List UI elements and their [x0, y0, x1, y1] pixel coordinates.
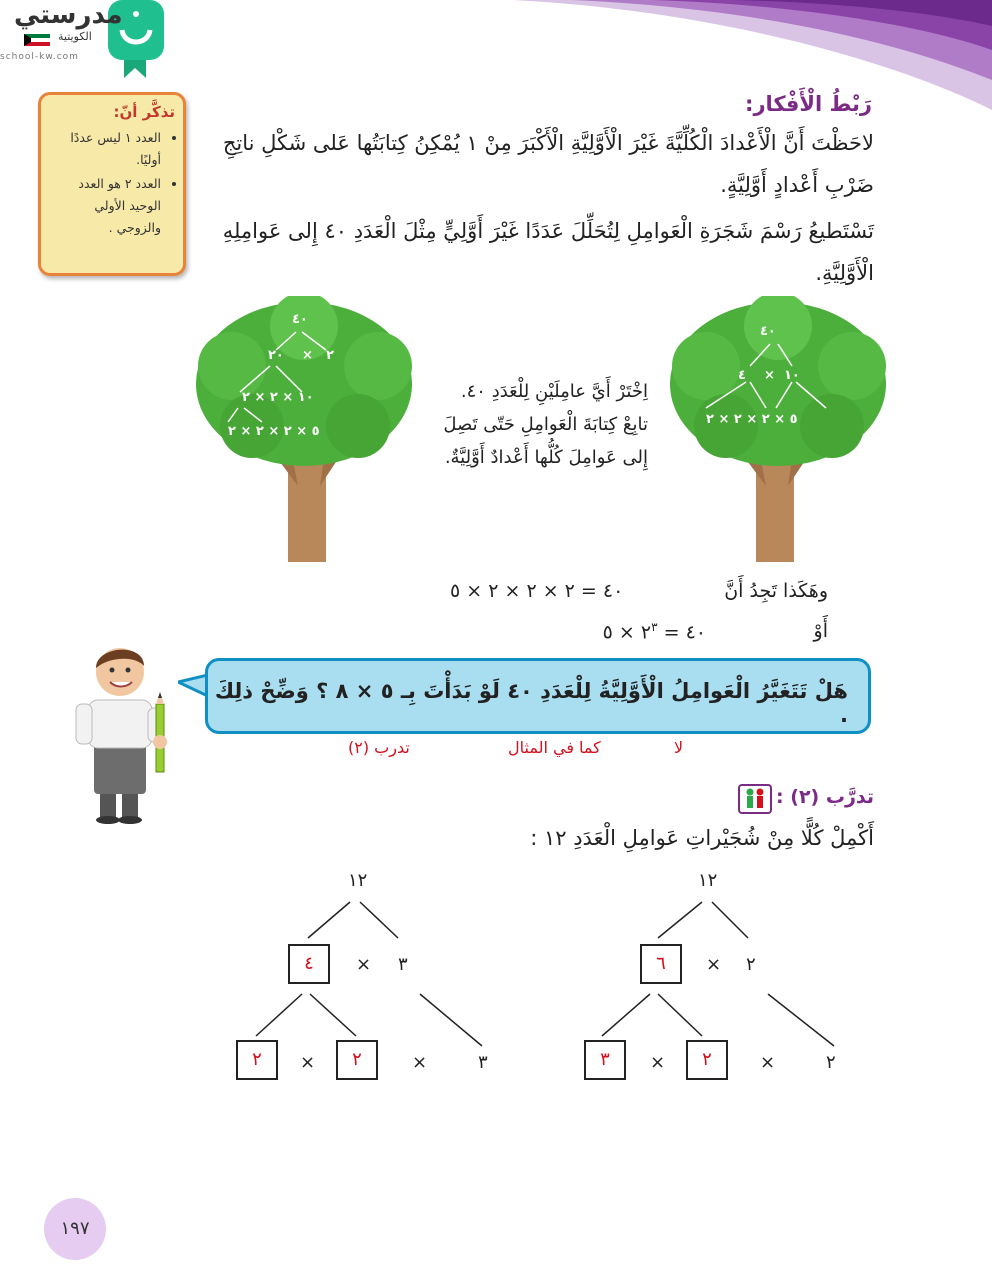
- instruction-2: تابِعْ كِتابَةَ الْعَوامِلِ حَتّى تَصِلَ إِلى عَوامِلَ كُلُّها أَعْدادٌ أَوَّلِيَّةٌ.: [443, 414, 648, 468]
- tree-l1-left: ١٠: [784, 368, 800, 383]
- factor-tree-right: [666, 296, 892, 566]
- question-text: هَلْ تَتَغَيَّرُ الْعَوامِلُ الْأَوَّلِيَّةُ لِلْعَدَدِ ٤٠ لَوْ بَدَأْتَ بِـ ٥ × ٨ ؟ وَضِّحْ ذلِكَ .: [214, 679, 848, 727]
- pair-work-icon: [738, 784, 772, 814]
- equation-2-label: أَوْ: [813, 620, 828, 642]
- practice-right-leaf-side: ٢: [826, 1052, 836, 1073]
- tree-l1-op: ×: [302, 348, 313, 363]
- equation-1: ٤٠ = ٢ × ٢ × ٢ × ٥: [450, 580, 624, 602]
- practice-question: أَكْمِلْ كُلًّا مِنْ شُجَيْراتِ عَوامِلِ الْعَدَدِ ١٢ :: [530, 826, 874, 850]
- student-illustration: [70, 638, 182, 824]
- remember-box: [38, 92, 186, 276]
- practice-left-leaf-box-2[interactable]: ٢: [236, 1040, 278, 1080]
- equation-2-exponent: ٣: [651, 620, 658, 634]
- practice-left-leaf-times-2: ×: [412, 1052, 428, 1073]
- answer-as-example: كما في المثال: [508, 738, 601, 757]
- practice-right-leaf-times: ×: [650, 1052, 666, 1073]
- tree-l1-right: ٢: [326, 348, 334, 363]
- instructions: [418, 375, 648, 474]
- tree-l1-right: ٤: [738, 368, 746, 383]
- practice-left-box[interactable]: ٤: [288, 944, 330, 984]
- remember-item: • العدد ٢ هو العدد الوحيد الأولي والزوجي .: [49, 173, 161, 239]
- practice-left-leaf-times: ×: [300, 1052, 316, 1073]
- tree-l1-left: ٢٠: [268, 348, 284, 363]
- instruction-1: اِخْتَرْ أَيَّ عامِلَيْنِ لِلْعَدَدِ ٤٠.: [460, 381, 648, 402]
- equation-2-eq: =: [663, 621, 680, 644]
- practice-right-times: ×: [706, 954, 722, 975]
- remember-title: تذكَّر أنّ:: [113, 103, 175, 121]
- practice-right-box[interactable]: ٦: [640, 944, 682, 984]
- answer-practice-ref: تدرب (٢): [348, 738, 410, 757]
- logo-name: مدرستي: [14, 0, 123, 30]
- remember-list: [49, 127, 175, 239]
- section-heading: رَبْطُ الْأَفْكار:: [745, 92, 872, 116]
- tree-illustration: [666, 296, 892, 566]
- practice-right-root: ١٢: [698, 870, 718, 891]
- equation-2: [556, 620, 706, 643]
- practice-right-side: ٢: [746, 954, 756, 975]
- practice-right-leaf-box-2[interactable]: ٣: [584, 1040, 626, 1080]
- practice-title: تدرَّب (٢) :: [776, 786, 874, 808]
- practice-right-leaf-times-2: ×: [760, 1052, 776, 1073]
- practice-right-leaf-box-1[interactable]: ٢: [686, 1040, 728, 1080]
- question-bubble: [205, 658, 871, 734]
- logo-subtitle: الكويتية: [58, 30, 92, 43]
- practice-left-leaf-box-1[interactable]: ٢: [336, 1040, 378, 1080]
- paragraph-2: تَسْتَطيعُ رَسْمَ شَجَرَةِ الْعَوامِلِ لِتُحَلِّلَ عَدَدًا غَيْرَ أَوَّلِيٍّ مِثْلَ الْعَدَدِ ٤٠ إِلى عَوامِلِهِ الْأَوَّلِيَّةِ.: [222, 219, 874, 285]
- practice-left-leaf-side: ٣: [478, 1052, 488, 1073]
- practice-left-side: ٣: [398, 954, 408, 975]
- equation-2-base: ٢: [640, 621, 652, 644]
- kuwait-flag-icon: [24, 34, 50, 46]
- equation-2-left: ٤٠: [685, 621, 706, 644]
- factor-tree-left: [192, 296, 418, 566]
- answer-no: لا: [674, 738, 684, 757]
- practice-left-times: ×: [356, 954, 372, 975]
- remember-item: • العدد ١ ليس عددًا أوليًا.: [49, 127, 161, 171]
- equation-1-label: وهَكَذا تَجِدُ أَنَّ: [724, 580, 828, 602]
- tree-leaves: ٥ × ٢ × ٢ × ٢: [228, 424, 320, 439]
- equation-2-rest: × ٥: [602, 621, 635, 644]
- tree-level-2: ١٠ × ٢ × ٢: [242, 390, 314, 405]
- tree-leaves: ٥ × ٢ × ٢ × ٢: [706, 412, 798, 427]
- tree-root: ٤٠: [292, 312, 308, 327]
- paragraph-1: لاحَظْتَ أَنَّ الْأَعْدادَ الْكُلِّيَّةَ غَيْرَ الْأَوَّلِيَّةِ الْأَكْبَرَ مِنْ ١ يُمْكِنُ كِتابَتُها عَلى شَكْلِ ناتِجِ ضَرْبِ أَعْدادٍ أَوَّلِيَّةٍ.: [222, 131, 874, 197]
- page-number: ١٩٧: [44, 1198, 106, 1260]
- tree-l1-op: ×: [764, 368, 775, 383]
- logo-url: school-kw.com: [0, 52, 79, 62]
- practice-left-root: ١٢: [348, 870, 368, 891]
- tree-root: ٤٠: [760, 324, 776, 339]
